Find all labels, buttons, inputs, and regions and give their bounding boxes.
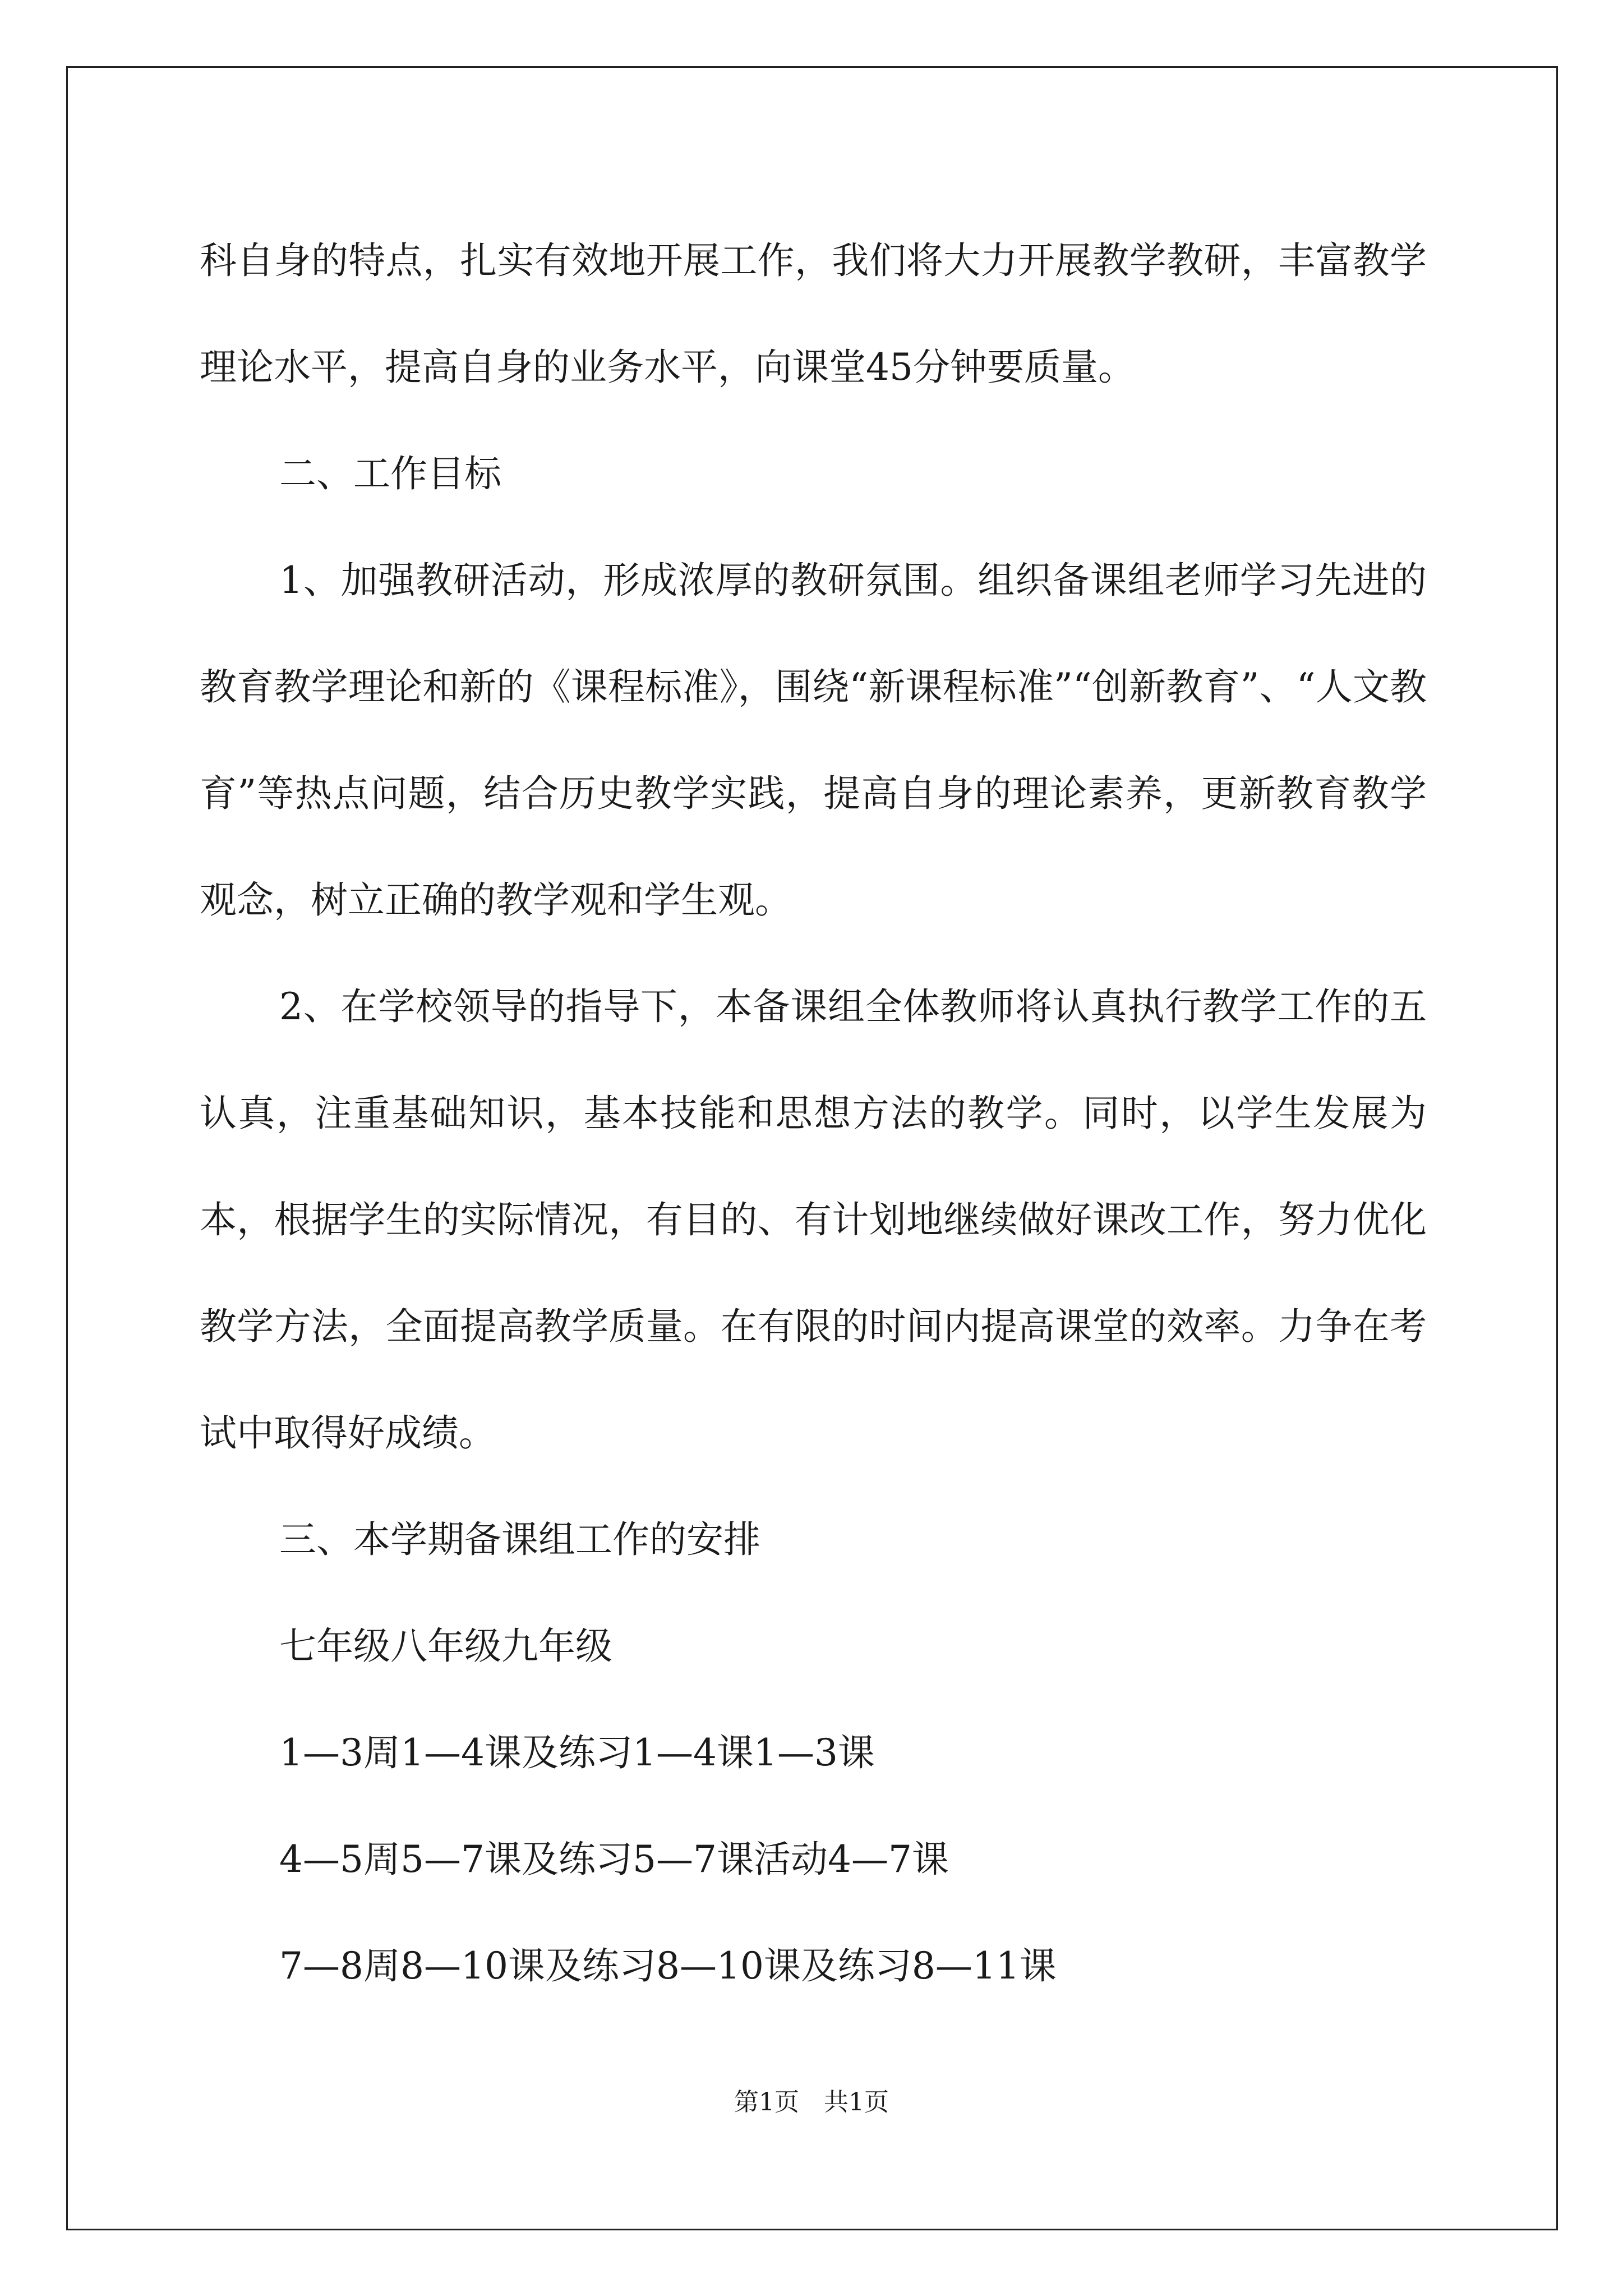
page-number-footer: 第1页 共1页 — [734, 2088, 889, 2116]
schedule-row: 4—5周5—7课及练习5—7课活动4—7课 — [279, 1838, 949, 1881]
schedule-header-row: 七年级八年级九年级 — [279, 1625, 612, 1668]
section-heading-work-goals: 二、工作目标 — [279, 452, 501, 495]
schedule-row: 1—3周1—4课及练习1—4课1—3课 — [279, 1731, 875, 1774]
section-heading-schedule: 三、本学期备课组工作的安排 — [279, 1518, 760, 1561]
document-body — [200, 208, 1427, 2019]
paragraph-intro-continued: 科自身的特点，扎实有效地开展工作，我们将大力开展教学教研，丰富教学理论水平，提高自身的业务水平，向课堂45分钟要质量。 — [200, 239, 1427, 389]
schedule-row: 7—8周8—10课及练习8—10课及练习8—11课 — [279, 1944, 1057, 1987]
paragraph-goal-2: 2、在学校领导的指导下，本备课组全体教师将认真执行教学工作的五认真，注重基础知识，基本技能和思想方法的教学。同时，以学生发展为本，根据学生的实际情况，有目的、有计划地继续做好课改工作，努力优化教学方法，全面提高教学质量。在有限的时间内提高课堂的效率。力争在考试中取得好成绩。 — [200, 985, 1427, 1455]
paragraph-goal-1: 1、加强教研活动，形成浓厚的教研氛围。组织备课组老师学习先进的教育教学理论和新的《课程标准》，围绕“新课程标准”“创新教育”、“人文教育”等热点问题，结合历史教学实践，提高自身的理论素养，更新教育教学观念，树立正确的教学观和学生观。 — [200, 559, 1427, 922]
